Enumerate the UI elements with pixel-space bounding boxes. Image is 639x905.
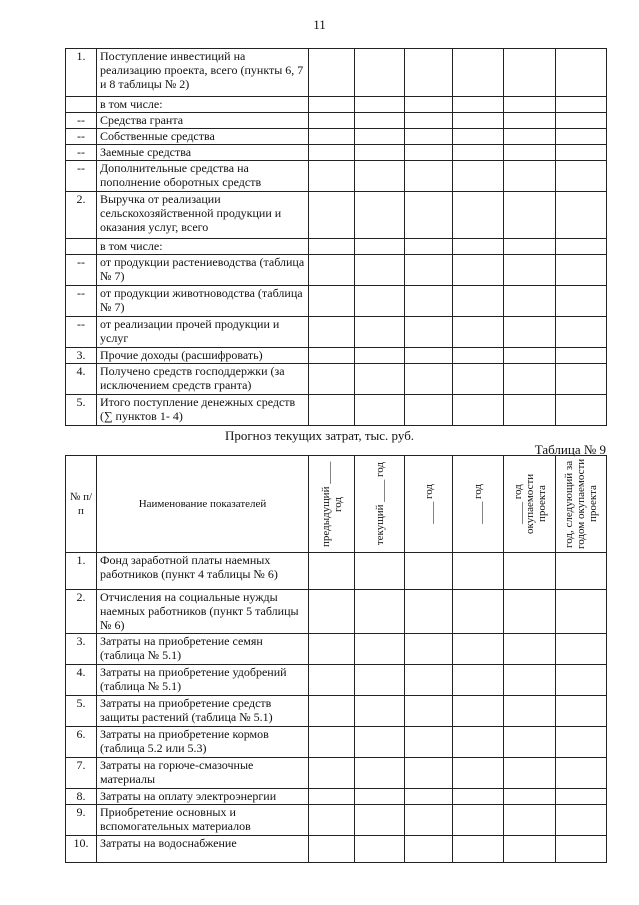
value-cell[interactable]	[504, 129, 556, 145]
value-cell[interactable]	[309, 805, 355, 836]
value-cell[interactable]	[405, 553, 453, 590]
value-cell[interactable]	[405, 192, 453, 239]
value-cell[interactable]	[453, 239, 504, 255]
row-label: в том числе:	[97, 97, 309, 113]
header-col: предыдущий ____ год	[309, 456, 355, 553]
table-row	[66, 348, 607, 364]
value-cell[interactable]	[556, 590, 607, 634]
table-row	[66, 789, 607, 805]
section-title: Прогноз текущих затрат, тыс. руб.	[224, 428, 415, 443]
value-cell[interactable]	[556, 634, 607, 665]
value-cell[interactable]	[355, 129, 405, 145]
value-cell[interactable]	[309, 255, 355, 286]
value-cell[interactable]	[453, 395, 504, 426]
value-cell[interactable]	[355, 634, 405, 665]
value-cell[interactable]	[453, 727, 504, 758]
value-cell[interactable]	[309, 395, 355, 426]
row-label: Заемные средства	[97, 145, 309, 161]
value-cell[interactable]	[504, 590, 556, 634]
value-cell[interactable]	[556, 49, 607, 97]
value-cell[interactable]	[504, 696, 556, 727]
value-cell[interactable]	[504, 727, 556, 758]
row-label: Затраты на приобретение средств защиты растений (таблица № 5.1)	[97, 696, 309, 727]
row-number: 3.	[66, 348, 97, 364]
table-row	[66, 239, 607, 255]
value-cell[interactable]	[355, 255, 405, 286]
value-cell[interactable]	[453, 758, 504, 789]
value-cell[interactable]	[504, 348, 556, 364]
row-label: Поступление инвестиций на реализацию проекта, всего (пункты 6, 7 и 8 таблицы № 2)	[97, 49, 309, 97]
value-cell[interactable]	[405, 590, 453, 634]
row-number: 7.	[66, 758, 97, 789]
table-row	[66, 665, 607, 696]
row-label: Итого поступление денежных средств (∑ пунктов 1- 4)	[97, 395, 309, 426]
value-cell[interactable]	[405, 239, 453, 255]
value-cell[interactable]	[309, 286, 355, 317]
value-cell[interactable]	[556, 255, 607, 286]
table-row	[66, 97, 607, 113]
header-name: Наименование показателей	[97, 456, 309, 553]
table-row	[66, 145, 607, 161]
row-label: от продукции растениеводства (таблица № 7)	[97, 255, 309, 286]
header-row	[66, 456, 607, 553]
value-cell[interactable]	[504, 113, 556, 129]
value-cell[interactable]	[309, 789, 355, 805]
row-label: Затраты на приобретение кормов (таблица 5.2 или 5.3)	[97, 727, 309, 758]
value-cell[interactable]	[504, 239, 556, 255]
value-cell[interactable]	[405, 49, 453, 97]
value-cell[interactable]	[453, 590, 504, 634]
value-cell[interactable]	[453, 49, 504, 97]
value-cell[interactable]	[453, 696, 504, 727]
row-label: Собственные средства	[97, 129, 309, 145]
table-row	[66, 805, 607, 836]
value-cell[interactable]	[355, 836, 405, 863]
row-label: Прочие доходы (расшифровать)	[97, 348, 309, 364]
value-cell[interactable]	[453, 97, 504, 113]
value-cell[interactable]	[556, 129, 607, 145]
value-cell[interactable]	[556, 805, 607, 836]
row-number: --	[66, 161, 97, 192]
header-col: год, следующий за годом окупаемости проекта	[556, 456, 607, 553]
value-cell[interactable]	[309, 113, 355, 129]
row-number: 9.	[66, 805, 97, 836]
value-cell[interactable]	[405, 255, 453, 286]
value-cell[interactable]	[355, 97, 405, 113]
table-row	[66, 317, 607, 348]
row-number: --	[66, 113, 97, 129]
value-cell[interactable]	[556, 727, 607, 758]
value-cell[interactable]	[309, 145, 355, 161]
table-row	[66, 696, 607, 727]
value-cell[interactable]	[309, 634, 355, 665]
value-cell[interactable]	[453, 129, 504, 145]
row-label: от продукции животноводства (таблица № 7)	[97, 286, 309, 317]
header-col: ____ год	[405, 456, 453, 553]
value-cell[interactable]	[556, 364, 607, 395]
value-cell[interactable]	[309, 665, 355, 696]
row-number: 1.	[66, 553, 97, 590]
value-cell[interactable]	[504, 395, 556, 426]
row-number: 4.	[66, 665, 97, 696]
value-cell[interactable]	[355, 239, 405, 255]
row-label: Отчисления на социальные нужды наемных работников (пункт 5 таблицы № 6)	[97, 590, 309, 634]
value-cell[interactable]	[453, 145, 504, 161]
value-cell[interactable]	[309, 758, 355, 789]
value-cell[interactable]	[355, 805, 405, 836]
value-cell[interactable]	[355, 145, 405, 161]
table-row	[66, 758, 607, 789]
value-cell[interactable]	[405, 395, 453, 426]
row-number	[66, 239, 97, 255]
value-cell[interactable]	[504, 286, 556, 317]
header-col: ____ год	[453, 456, 504, 553]
value-cell[interactable]	[309, 348, 355, 364]
value-cell[interactable]	[309, 192, 355, 239]
value-cell[interactable]	[405, 665, 453, 696]
value-cell[interactable]	[504, 553, 556, 590]
value-cell[interactable]	[309, 590, 355, 634]
value-cell[interactable]	[504, 317, 556, 348]
investment-table	[65, 48, 607, 426]
value-cell[interactable]	[504, 634, 556, 665]
value-cell[interactable]	[355, 286, 405, 317]
value-cell[interactable]	[309, 97, 355, 113]
row-number: 1.	[66, 49, 97, 97]
row-number: 10.	[66, 836, 97, 863]
value-cell[interactable]	[309, 696, 355, 727]
row-number: --	[66, 255, 97, 286]
table-row	[66, 364, 607, 395]
row-number: 5.	[66, 696, 97, 727]
table-row	[66, 192, 607, 239]
row-label: Дополнительные средства на пополнение оборотных средств	[97, 161, 309, 192]
value-cell[interactable]	[556, 239, 607, 255]
value-cell[interactable]	[504, 97, 556, 113]
header-col: ____ год окупаемости проекта	[504, 456, 556, 553]
row-label: от реализации прочей продукции и услуг	[97, 317, 309, 348]
table-row	[66, 634, 607, 665]
row-number: 5.	[66, 395, 97, 426]
value-cell[interactable]	[309, 836, 355, 863]
page-number: 11	[313, 17, 326, 32]
value-cell[interactable]	[453, 192, 504, 239]
value-cell[interactable]	[453, 553, 504, 590]
value-cell[interactable]	[556, 317, 607, 348]
value-cell[interactable]	[355, 317, 405, 348]
costs-forecast-table	[65, 455, 607, 863]
value-cell[interactable]	[405, 129, 453, 145]
value-cell[interactable]	[355, 161, 405, 192]
value-cell[interactable]	[355, 348, 405, 364]
value-cell[interactable]	[309, 161, 355, 192]
row-number: --	[66, 129, 97, 145]
value-cell[interactable]	[405, 758, 453, 789]
row-label: Затраты на горюче-смазочные материалы	[97, 758, 309, 789]
value-cell[interactable]	[453, 161, 504, 192]
value-cell[interactable]	[405, 805, 453, 836]
value-cell[interactable]	[309, 49, 355, 97]
value-cell[interactable]	[405, 727, 453, 758]
value-cell[interactable]	[355, 758, 405, 789]
value-cell[interactable]	[355, 789, 405, 805]
row-label: Получено средств господдержки (за исключением средств гранта)	[97, 364, 309, 395]
value-cell[interactable]	[453, 255, 504, 286]
row-number: --	[66, 145, 97, 161]
value-cell[interactable]	[504, 805, 556, 836]
value-cell[interactable]	[355, 113, 405, 129]
row-label: Затраты на оплату электроэнергии	[97, 789, 309, 805]
value-cell[interactable]	[556, 192, 607, 239]
value-cell[interactable]	[556, 395, 607, 426]
value-cell[interactable]	[504, 364, 556, 395]
row-number: 8.	[66, 789, 97, 805]
table-row	[66, 553, 607, 590]
table-row	[66, 286, 607, 317]
row-label: Средства гранта	[97, 113, 309, 129]
table-row	[66, 395, 607, 426]
value-cell[interactable]	[405, 97, 453, 113]
value-cell[interactable]	[355, 665, 405, 696]
table-row	[66, 255, 607, 286]
value-cell[interactable]	[355, 364, 405, 395]
value-cell[interactable]	[309, 364, 355, 395]
header-num: № п/п	[66, 456, 97, 553]
value-cell[interactable]	[405, 634, 453, 665]
row-number	[66, 97, 97, 113]
row-label: Фонд заработной платы наемных работников (пункт 4 таблицы № 6)	[97, 553, 309, 590]
value-cell[interactable]	[355, 590, 405, 634]
value-cell[interactable]	[309, 129, 355, 145]
row-number: 3.	[66, 634, 97, 665]
value-cell[interactable]	[453, 286, 504, 317]
header-col: текущий ____ год	[355, 456, 405, 553]
value-cell[interactable]	[504, 255, 556, 286]
value-cell[interactable]	[504, 49, 556, 97]
table-row	[66, 129, 607, 145]
value-cell[interactable]	[453, 836, 504, 863]
value-cell[interactable]	[453, 805, 504, 836]
value-cell[interactable]	[405, 364, 453, 395]
value-cell[interactable]	[355, 696, 405, 727]
value-cell[interactable]	[556, 696, 607, 727]
value-cell[interactable]	[504, 789, 556, 805]
value-cell[interactable]	[556, 789, 607, 805]
value-cell[interactable]	[309, 727, 355, 758]
value-cell[interactable]	[453, 665, 504, 696]
table-row	[66, 590, 607, 634]
value-cell[interactable]	[504, 145, 556, 161]
row-label: Выручка от реализации сельскохозяйственной продукции и оказания услуг, всего	[97, 192, 309, 239]
value-cell[interactable]	[309, 317, 355, 348]
value-cell[interactable]	[355, 727, 405, 758]
value-cell[interactable]	[556, 665, 607, 696]
row-number: 4.	[66, 364, 97, 395]
value-cell[interactable]	[453, 634, 504, 665]
value-cell[interactable]	[405, 286, 453, 317]
value-cell[interactable]	[556, 348, 607, 364]
row-number: 6.	[66, 727, 97, 758]
value-cell[interactable]	[504, 836, 556, 863]
table-row	[66, 113, 607, 129]
value-cell[interactable]	[405, 113, 453, 129]
row-label: в том числе:	[97, 239, 309, 255]
value-cell[interactable]	[556, 553, 607, 590]
value-cell[interactable]	[405, 145, 453, 161]
value-cell[interactable]	[453, 348, 504, 364]
value-cell[interactable]	[504, 665, 556, 696]
value-cell[interactable]	[309, 553, 355, 590]
value-cell[interactable]	[405, 696, 453, 727]
value-cell[interactable]	[453, 789, 504, 805]
value-cell[interactable]	[556, 113, 607, 129]
value-cell[interactable]	[355, 395, 405, 426]
value-cell[interactable]	[453, 113, 504, 129]
value-cell[interactable]	[405, 161, 453, 192]
row-number: --	[66, 286, 97, 317]
value-cell[interactable]	[405, 317, 453, 348]
row-number: 2.	[66, 192, 97, 239]
value-cell[interactable]	[504, 161, 556, 192]
value-cell[interactable]	[556, 286, 607, 317]
value-cell[interactable]	[355, 49, 405, 97]
value-cell[interactable]	[405, 348, 453, 364]
row-label: Приобретение основных и вспомогательных материалов	[97, 805, 309, 836]
value-cell[interactable]	[405, 789, 453, 805]
value-cell[interactable]	[556, 161, 607, 192]
value-cell[interactable]	[556, 145, 607, 161]
value-cell[interactable]	[355, 192, 405, 239]
value-cell[interactable]	[309, 239, 355, 255]
row-label: Затраты на водоснабжение	[97, 836, 309, 863]
table-label: Таблица № 9	[534, 442, 606, 457]
table-row	[66, 727, 607, 758]
table-row	[66, 49, 607, 97]
table-row	[66, 836, 607, 863]
table-row	[66, 161, 607, 192]
row-label: Затраты на приобретение удобрений (таблица № 5.1)	[97, 665, 309, 696]
row-number: --	[66, 317, 97, 348]
value-cell[interactable]	[453, 317, 504, 348]
value-cell[interactable]	[453, 364, 504, 395]
value-cell[interactable]	[556, 836, 607, 863]
value-cell[interactable]	[556, 97, 607, 113]
row-number: 2.	[66, 590, 97, 634]
value-cell[interactable]	[504, 192, 556, 239]
value-cell[interactable]	[405, 836, 453, 863]
value-cell[interactable]	[504, 758, 556, 789]
value-cell[interactable]	[355, 553, 405, 590]
row-label: Затраты на приобретение семян (таблица № 5.1)	[97, 634, 309, 665]
value-cell[interactable]	[556, 758, 607, 789]
